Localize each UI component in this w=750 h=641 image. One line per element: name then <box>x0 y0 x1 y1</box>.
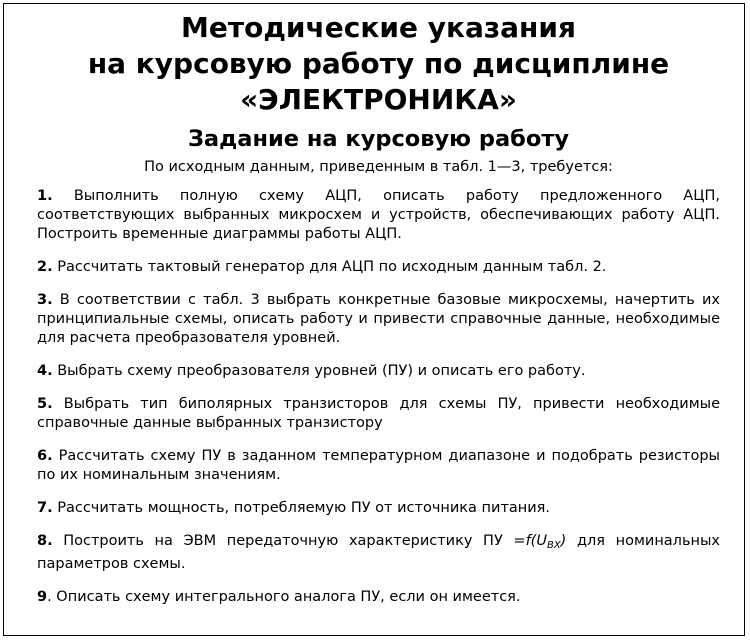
task-number: 7. <box>37 500 53 516</box>
document-title <box>37 10 720 118</box>
formula: =f(U <box>513 533 547 549</box>
task-text: Рассчитать мощность, потребляемую ПУ от источника питания. <box>57 500 551 516</box>
task-item-3 <box>37 291 720 348</box>
formula-close: ) <box>560 533 567 549</box>
task-number: 1. <box>37 188 53 204</box>
task-item-9 <box>37 588 720 607</box>
title-line-3: «ЭЛЕКТРОНИКА» <box>240 83 517 116</box>
task-list <box>37 187 720 607</box>
task-text-end: для номинальных параметров схемы. <box>37 533 721 572</box>
task-item-1 <box>37 187 720 244</box>
task-number: 6. <box>37 448 53 464</box>
intro-text: По исходным данным, приведенным в табл. 1—3, требуется: <box>144 159 613 175</box>
task-text: Выбрать схему преобразователя уровней (ПУ) и описать его работу. <box>57 363 586 379</box>
task-number: 2. <box>37 259 53 275</box>
task-number: 5. <box>37 396 53 412</box>
task-item-6 <box>37 447 720 485</box>
task-text: В соответствии с табл. 3 выбрать конкретные базовые микросхемы, начертить их принципиальные схемы, описать работу и привести справочные данные, необходимые для расчета преобразователя уровней. <box>37 292 721 346</box>
task-text: Рассчитать схему ПУ в заданном температурном диапазоне и подобрать резисторы по их номинальным значениям. <box>37 448 721 483</box>
formula-subscript: ВХ <box>546 540 561 551</box>
document-frame <box>3 3 745 636</box>
task-number: 3. <box>37 292 53 308</box>
task-text: . Описать схему интегрального аналога ПУ, если он имеется. <box>47 589 521 605</box>
task-text: Выполнить полную схему АЦП, описать работу предложенного АЦП, соответствующих выбранных микросхем и устройств, обеспечивающих работу АЦП. Построить временные диаграммы работы АЦП. <box>37 188 720 242</box>
title-line-2: на курсовую работу по дисциплине <box>87 47 670 80</box>
task-item-4 <box>37 362 720 381</box>
task-text: Выбрать тип биполярных транзисторов для схемы ПУ, привести необходимые справочные данные выбранных транзистору <box>37 396 720 431</box>
task-item-8 <box>37 532 720 574</box>
task-item-5 <box>37 395 720 433</box>
section-heading: Задание на курсовую работу <box>187 126 570 152</box>
task-number: 9 <box>37 589 48 605</box>
task-number: 8. <box>37 533 53 549</box>
task-item-7 <box>37 499 720 518</box>
title-line-1: Методические указания <box>181 11 576 44</box>
task-text: Рассчитать тактовый генератор для АЦП по исходным данным табл. 2. <box>57 259 607 275</box>
task-number: 4. <box>37 363 53 379</box>
task-item-2 <box>37 258 720 277</box>
task-text: Построить на ЭВМ передаточную характеристику ПУ <box>63 533 514 549</box>
